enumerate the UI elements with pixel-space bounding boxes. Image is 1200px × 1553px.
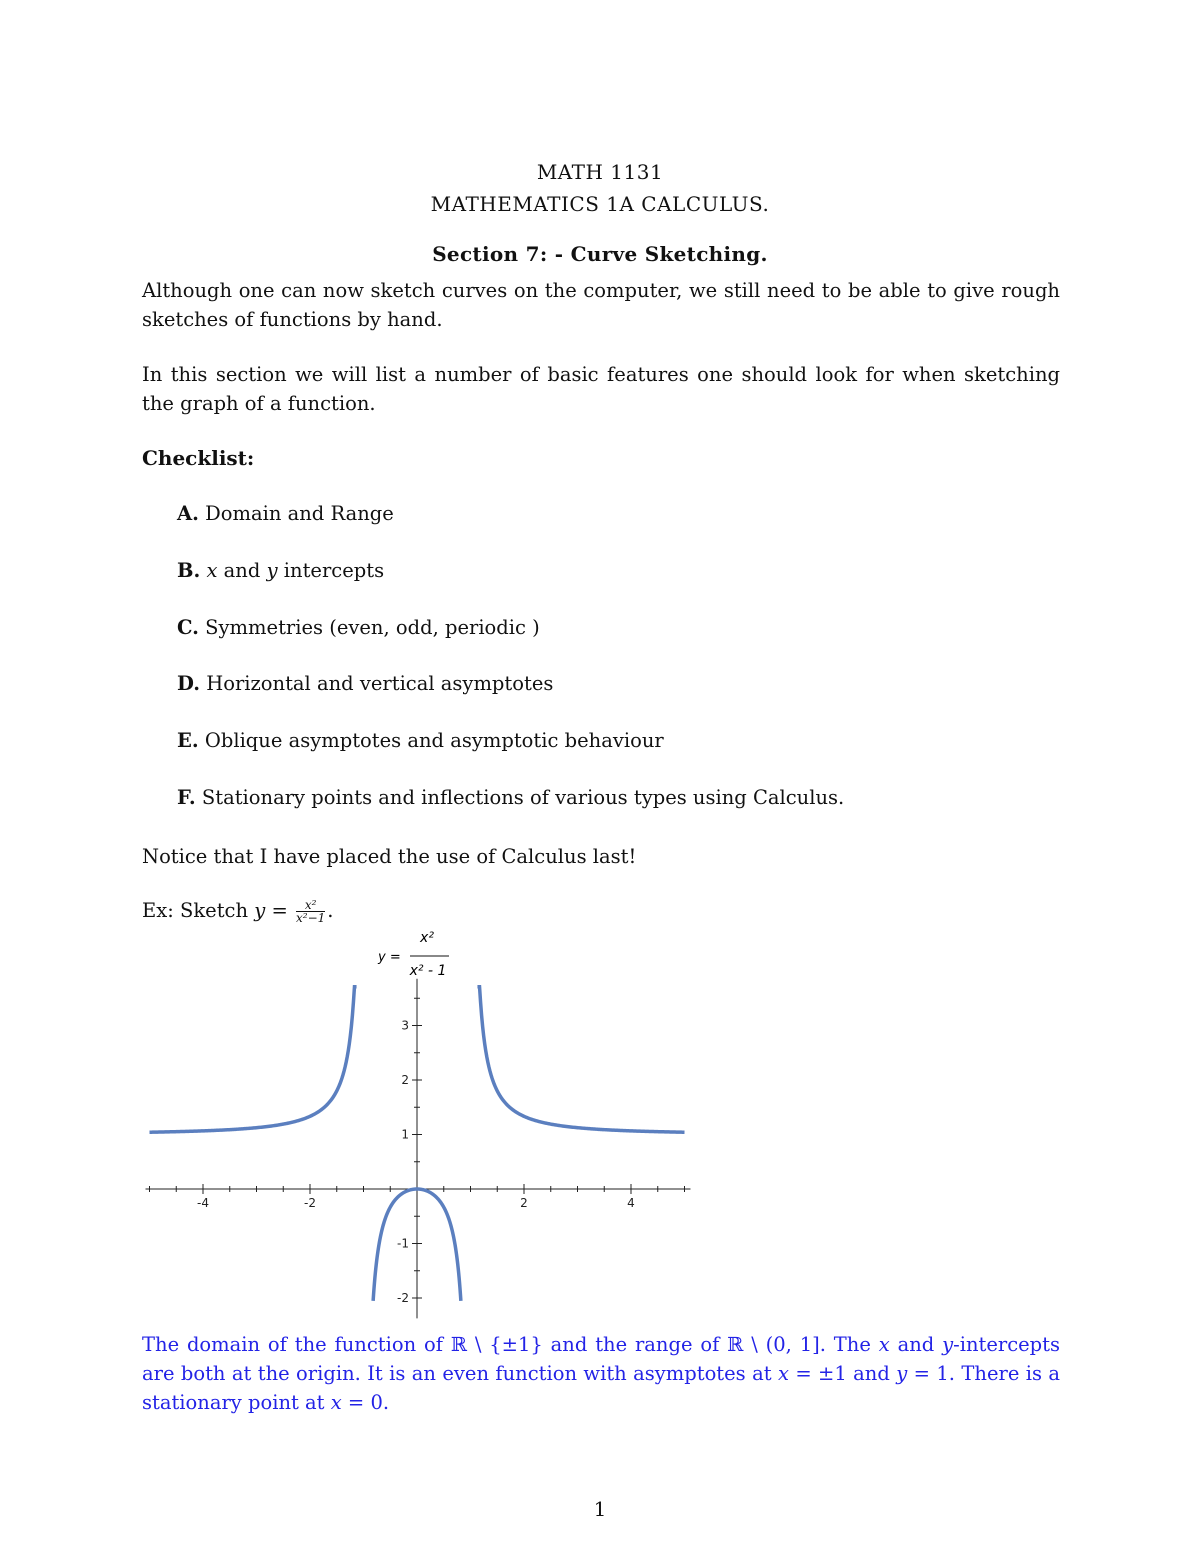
section-title: Section 7: - Curve Sketching. — [432, 242, 768, 266]
checklist-text: Symmetries (even, odd, periodic ) — [205, 616, 540, 639]
intro-paragraph-2: In this section we will list a number of basic features one should look for when sketching the graph of a function. — [142, 363, 1060, 415]
checklist-item-f — [177, 786, 844, 809]
answer-x: x — [878, 1333, 890, 1356]
course-code: MATH 1131 — [536, 160, 664, 184]
checklist-text-y: y — [266, 559, 278, 582]
checklist-text: Stationary points and inflections of various types using Calculus. — [201, 786, 845, 809]
checklist-text-intercepts: intercepts — [277, 559, 385, 582]
checklist-heading: Checklist: — [142, 446, 255, 470]
x-tick-label: -4 — [197, 1196, 209, 1210]
plot-curves — [150, 987, 685, 1301]
example-fraction — [296, 899, 325, 924]
y-tick-label: -1 — [397, 1236, 409, 1251]
example-y: y — [254, 899, 266, 922]
checklist-text-x: x — [206, 559, 218, 582]
checklist-letter: A. — [177, 502, 199, 525]
plot-title-denominator: x² - 1 — [409, 963, 447, 979]
checklist-letter: B. — [177, 559, 201, 582]
y-tick-label: 1 — [401, 1127, 409, 1142]
answer-x2: x — [777, 1362, 789, 1385]
y-tick-label: 2 — [401, 1073, 409, 1087]
intro-paragraph-1: Although one can now sketch curves on the computer, we still need to be able to give rough sketches of functions by hand. — [142, 279, 1060, 331]
checklist-item-e — [177, 729, 664, 752]
checklist-text: Horizontal and vertical asymptotes — [206, 672, 554, 695]
checklist-item-b — [177, 559, 384, 582]
y-tick-label: -2 — [397, 1291, 409, 1305]
curve-branch-1 — [150, 987, 357, 1132]
checklist-letter: D. — [177, 672, 201, 695]
example-denominator: x²−1 — [296, 911, 326, 925]
answer-eq3: = 0. — [341, 1391, 390, 1414]
answer-x3: x — [330, 1391, 342, 1414]
answer-eq1: = ±1 and — [788, 1362, 897, 1385]
answer-text-2: -intercepts are both at the origin. It is an even function with asymptotes at — [142, 1333, 1060, 1385]
course-title: MATHEMATICS 1A CALCULUS. — [430, 192, 770, 216]
checklist-item-d — [177, 672, 553, 695]
answer-and: and — [889, 1333, 943, 1356]
example-prefix: Ex: Sketch — [142, 899, 255, 922]
answer-paragraph — [142, 1330, 1060, 1417]
page-number: 1 — [593, 1497, 607, 1521]
answer-text-1: The domain of the function of ℝ \ {±1} and the range of ℝ \ (0, 1]. The — [142, 1333, 879, 1356]
x-tick-label: -2 — [304, 1196, 316, 1210]
plot-title — [377, 930, 449, 979]
checklist-item-c — [177, 616, 540, 639]
x-tick-label: 4 — [627, 1196, 635, 1210]
plot-axes — [146, 979, 691, 1319]
example-equals: = — [265, 899, 295, 922]
x-tick-label: 2 — [520, 1196, 528, 1210]
example-suffix: . — [327, 899, 334, 922]
checklist-text: Domain and Range — [205, 502, 394, 525]
checklist-text: Oblique asymptotes and asymptotic behaviour — [204, 729, 664, 752]
answer-eq2: = 1. There is a stationary point at — [142, 1362, 1060, 1414]
checklist-letter: C. — [177, 616, 199, 639]
notice-text: Notice that I have placed the use of Calculus last! — [142, 845, 637, 868]
answer-y2: y — [896, 1362, 908, 1385]
checklist-letter: E. — [177, 729, 199, 752]
y-tick-label: 3 — [401, 1018, 409, 1033]
plot-title-y-eq: y = — [378, 950, 401, 965]
example-statement — [142, 896, 1060, 925]
curve-branch-2 — [373, 1189, 461, 1301]
plot-title-numerator: x² — [420, 930, 434, 946]
checklist-item-a — [177, 502, 394, 525]
example-numerator: x² — [296, 899, 325, 912]
checklist-letter: F. — [177, 786, 196, 809]
answer-y: y — [942, 1333, 954, 1356]
checklist-text-and: and — [217, 559, 267, 582]
curve-branch-3 — [477, 987, 684, 1132]
